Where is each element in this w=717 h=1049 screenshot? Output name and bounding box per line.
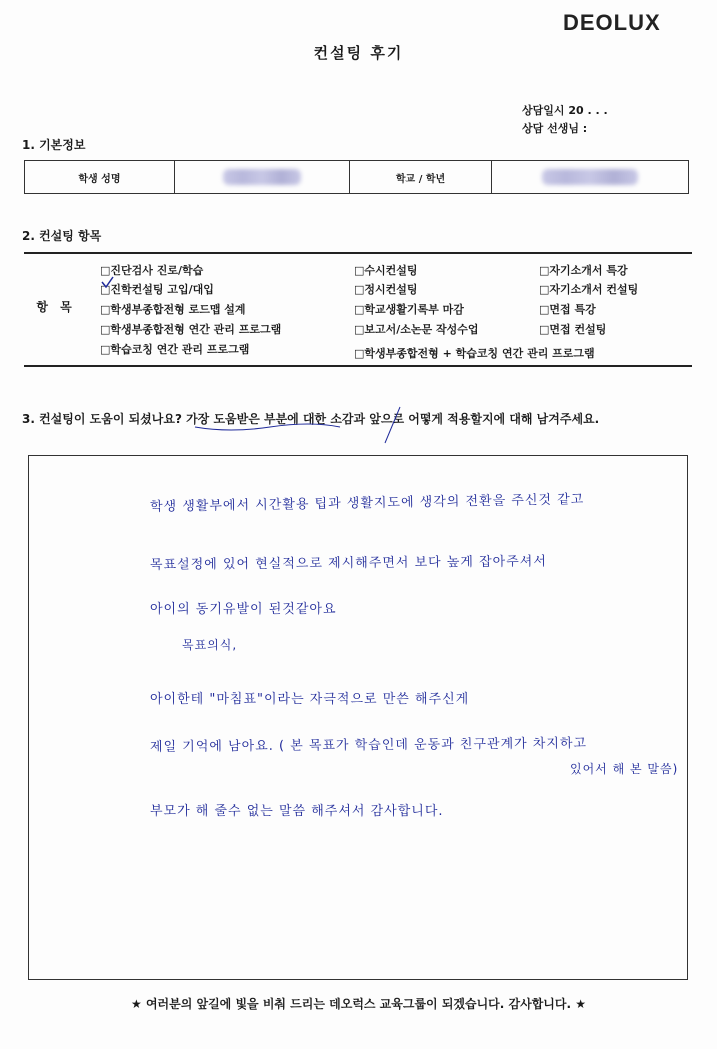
handwriting-line: 있어서 해 본 말씀) xyxy=(570,762,679,776)
school-grade-label: 학교 / 학년 xyxy=(350,161,493,193)
student-name-value xyxy=(175,161,350,193)
items-row-label: 항 목 xyxy=(36,300,76,314)
handwritten-underline-marks xyxy=(190,405,450,445)
option-item: □진단검사 진로/학습 xyxy=(100,264,204,277)
handwriting-line: 학생 생활부에서 시간활용 팁과 생활지도에 생각의 전환을 주신것 같고 xyxy=(149,492,585,515)
handwriting-line: 아이한테 "마침표"이라는 자극적으로 만쓴 해주신게 xyxy=(150,692,470,707)
brand-logo: DEOLUX xyxy=(563,10,661,35)
section1-heading: 1. 기본정보 xyxy=(22,138,86,152)
basic-info-table xyxy=(24,160,689,194)
option-item: □학교생활기록부 마감 xyxy=(354,303,464,316)
option-item: □학생부종합전형 연간 관리 프로그램 xyxy=(100,323,282,336)
option-item: □학생부종합전형 + 학습코칭 연간 관리 프로그램 xyxy=(354,347,595,360)
option-item: □정시컨설팅 xyxy=(354,283,418,296)
school-grade-value xyxy=(492,161,688,193)
handwriting-line: 목표의식, xyxy=(182,638,238,652)
consult-teacher-label: 상담 선생님 : xyxy=(522,122,588,135)
redacted-name xyxy=(223,169,301,185)
review-box xyxy=(28,455,688,980)
redacted-school xyxy=(542,169,638,185)
option-item: □학습코칭 연간 관리 프로그램 xyxy=(100,343,250,356)
handwriting-line: 아이의 동기유발이 된것같아요 xyxy=(150,602,337,617)
consult-date-label: 상담일시 20 . . . xyxy=(522,104,608,117)
option-item: □진학컨설팅 고입/대입 xyxy=(100,283,214,296)
option-item: □자기소개서 컨설팅 xyxy=(539,283,639,296)
check-mark-icon xyxy=(100,276,114,290)
option-item: □면접 특강 xyxy=(539,303,596,316)
option-item: □보고서/소논문 작성수업 xyxy=(354,323,479,336)
page-title: 컨설팅 후기 xyxy=(313,44,404,62)
option-item: □자기소개서 특강 xyxy=(539,264,628,277)
handwriting-line: 목표설정에 있어 현실적으로 제시해주면서 보다 높게 잡아주셔서 xyxy=(149,554,547,573)
handwriting-line: 부모가 해 줄수 없는 말씀 해주셔서 감사합니다. xyxy=(150,804,444,819)
section2-heading: 2. 컨설팅 항목 xyxy=(22,229,102,243)
footer-message: ★ 여러분의 앞길에 빛을 비춰 드리는 데오럭스 교육그룹이 되겠습니다. 감사합니다. ★ xyxy=(131,997,586,1011)
student-name-label: 학생 성명 xyxy=(25,161,175,193)
section3-question: 3. 컨설팅이 도움이 되셨나요? 가장 도움받은 부분에 대한 소감과 앞으로 어떻게 적용할지에 대해 남겨주세요. xyxy=(22,412,600,426)
option-item: □면접 컨설팅 xyxy=(539,323,607,336)
option-item: □학생부종합전형 로드맵 설계 xyxy=(100,303,246,316)
option-item: □수시컨설팅 xyxy=(354,264,418,277)
handwriting-line: 제일 기억에 남아요. ( 본 목표가 학습인데 운동과 친구관계가 차지하고 xyxy=(149,736,588,755)
